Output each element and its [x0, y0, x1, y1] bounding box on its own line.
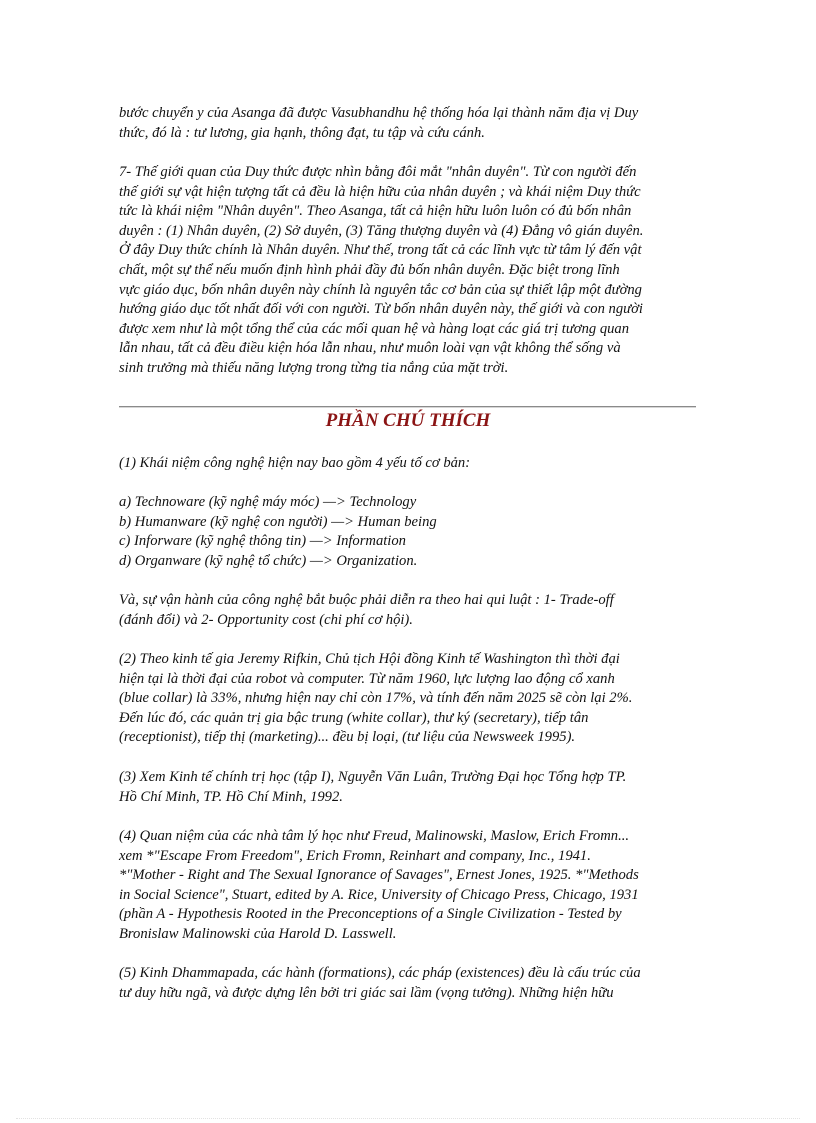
- note-1-rules: Và, sự vận hành của công nghệ bắt buộc phải diễn ra theo hai qui luật : 1- Trade-off (đánh đổi) và 2- Opportunity cost (chi phí cơ hội).: [119, 592, 614, 628]
- paragraph-intro: bước chuyển y của Asanga đã được Vasubhandhu hệ thống hóa lại thành năm địa vị Duy thức, đó là : tư lương, gia hạnh, thông đạt, tu tập và cứu cánh.: [119, 105, 639, 141]
- notes-title: PHẦN CHÚ THÍCH: [325, 410, 491, 431]
- note-1-list: a) Technoware (kỹ nghệ máy móc) —> Technology b) Humanware (kỹ nghệ con người) —> Human being c) Inforware (kỹ nghệ thông tin) —> Information d) Organware (kỹ nghệ tổ chức) —> Organization.: [119, 494, 437, 569]
- note-5: (5) Kinh Dhammapada, các hành (formations), các pháp (existences) đều là cấu trúc của tư duy hữu ngã, và được dựng lên bởi tri giác sai lầm (vọng tưởng). Những hiện hữu: [119, 965, 641, 1001]
- section-divider: [119, 406, 696, 408]
- note-4: (4) Quan niệm của các nhà tâm lý học như Freud, Malinowski, Maslow, Erich Fromn... xem *"Escape From Freedom", Erich Fromn, Reinhart and company, Inc., 1941. *"Mother - Right and The Sexual Ignorance of Savages", Ernest Jones, 1925. *"Methods in Social Science", Stuart, edited by A. Rice, University of Chicago Press, Chicago, 1931 (phần A - Hypothesis Rooted in the Preconceptions of a Single Civilization - Tested by Bronislaw Malinowski của Harold D. Lasswell.: [119, 828, 639, 942]
- note-3: (3) Xem Kinh tế chính trị học (tập I), Nguyễn Văn Luân, Trường Đại học Tổng hợp TP. Hồ Chí Minh, TP. Hồ Chí Minh, 1992.: [119, 769, 627, 805]
- note-2: (2) Theo kinh tế gia Jeremy Rifkin, Chủ tịch Hội đồng Kinh tế Washington thì thời đại hiện tại là thời đại của robot và computer. Từ năm 1960, lực lượng lao động cổ xanh (blue collar) là 33%, nhưng hiện nay chỉ còn 17%, và tính đến năm 2025 sẽ còn lại 2%. Đến lúc đó, các quản trị gia bậc trung (white collar), thư ký (secretary), tiếp tân (receptionist), tiếp thị (marketing)... đều bị loại, (tư liệu của Newsweek 1995).: [119, 651, 633, 746]
- note-1-intro: (1) Khái niệm công nghệ hiện nay bao gồm 4 yếu tố cơ bản:: [119, 455, 471, 471]
- page-bottom-border: [16, 1118, 800, 1119]
- paragraph-seven: 7- Thế giới quan của Duy thức được nhìn bằng đôi mắt "nhân duyên". Từ con người đến thế giới sự vật hiện tượng tất cả đều là hiện hữu của nhân duyên ; và khái niệm Duy thức tức là khái niệm "Nhân duyên". Theo Asanga, tất cả hiện hữu luôn luôn có đủ bốn nhân duyên : (1) Nhân duyên, (2) Sở duyên, (3) Tăng thượng duyên và (4) Đẳng vô gián duyên. Ở đây Duy thức chính là Nhân duyên. Như thế, trong tất cả các lĩnh vực từ tâm lý đến vật chất, một sự thể nếu muốn định hình phải đầy đủ bốn nhân duyên. Đặc biệt trong lĩnh vực giáo dục, bốn nhân duyên này chính là nguyên tắc cơ bản của sự thiết lập một đường hướng giáo dục tốt nhất đối với con người. Từ bốn nhân duyên này, thế giới và con người được xem như là một tổng thể của các mối quan hệ và hàng loạt các giá trị tương quan lẫn nhau, tất cả đều điều kiện hóa lẫn nhau, như muôn loài vạn vật không thể sống và sinh trưởng mà thiếu năng lượng trong từng tia nắng của mặt trời.: [119, 164, 644, 376]
